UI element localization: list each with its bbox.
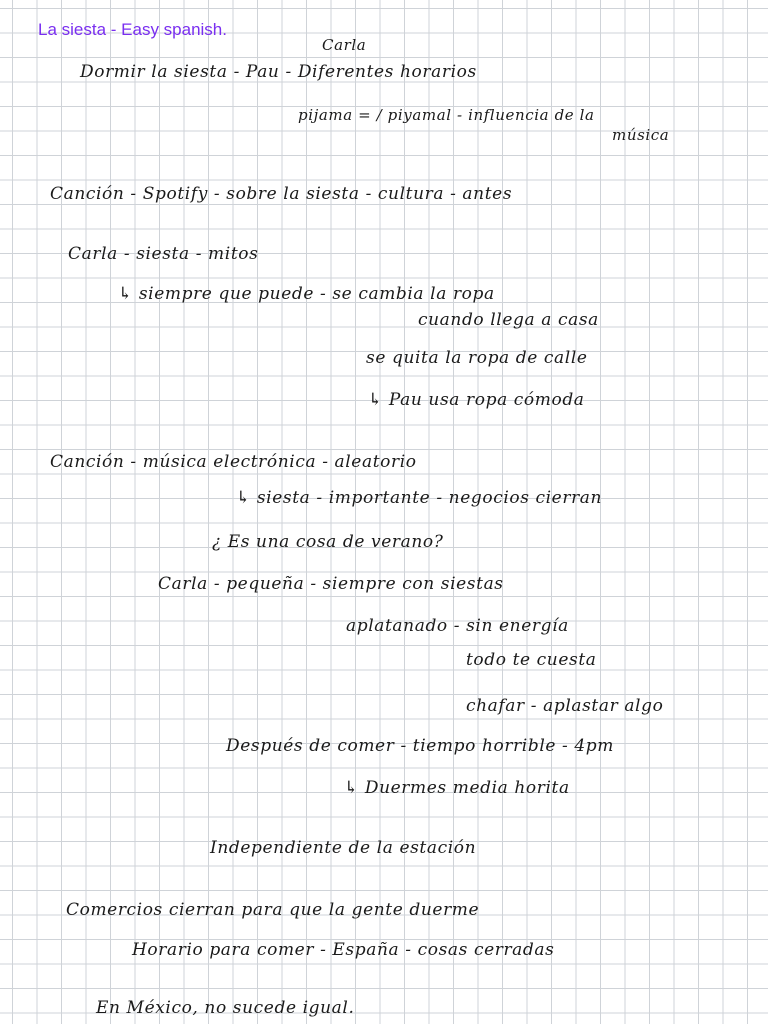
note-line: Comercios cierran para que la gente duerme — [66, 900, 480, 920]
note-line: Canción - música electrónica - aleatorio — [50, 452, 417, 472]
page-title: La siesta - Easy spanish. — [38, 20, 227, 39]
note-line: Carla - siesta - mitos — [68, 244, 259, 264]
note-line: cuando llega a casa — [418, 310, 599, 330]
note-line: ↳ Duermes media horita — [344, 778, 570, 798]
note-line: ↳ siempre que puede - se cambia la ropa — [118, 284, 495, 304]
note-line: música — [612, 126, 670, 144]
note-line: ↳ siesta - importante - negocios cierran — [236, 488, 603, 508]
note-line: todo te cuesta — [466, 650, 597, 670]
note-line: Carla - pequeña - siempre con siestas — [158, 574, 504, 594]
note-line: Horario para comer - España - cosas cerradas — [132, 940, 555, 960]
note-line: ¿ Es una cosa de verano? — [212, 532, 444, 552]
note-line: Dormir la siesta - Pau - Diferentes horarios — [80, 62, 477, 82]
note-line: Canción - Spotify - sobre la siesta - cultura - antes — [50, 184, 513, 204]
note-line: Después de comer - tiempo horrible - 4pm — [226, 736, 614, 756]
note-line: En México, no sucede igual. — [96, 998, 355, 1018]
note-line: chafar - aplastar algo — [466, 696, 664, 716]
note-line: Carla — [322, 36, 367, 54]
note-line: ↳ Pau usa ropa cómoda — [368, 390, 585, 410]
note-line: pijama = / piyamal - influencia de la — [298, 106, 595, 124]
note-line: se quita la ropa de calle — [366, 348, 588, 368]
note-line: aplatanado - sin energía — [346, 616, 569, 636]
note-line: Independiente de la estación — [210, 838, 477, 858]
